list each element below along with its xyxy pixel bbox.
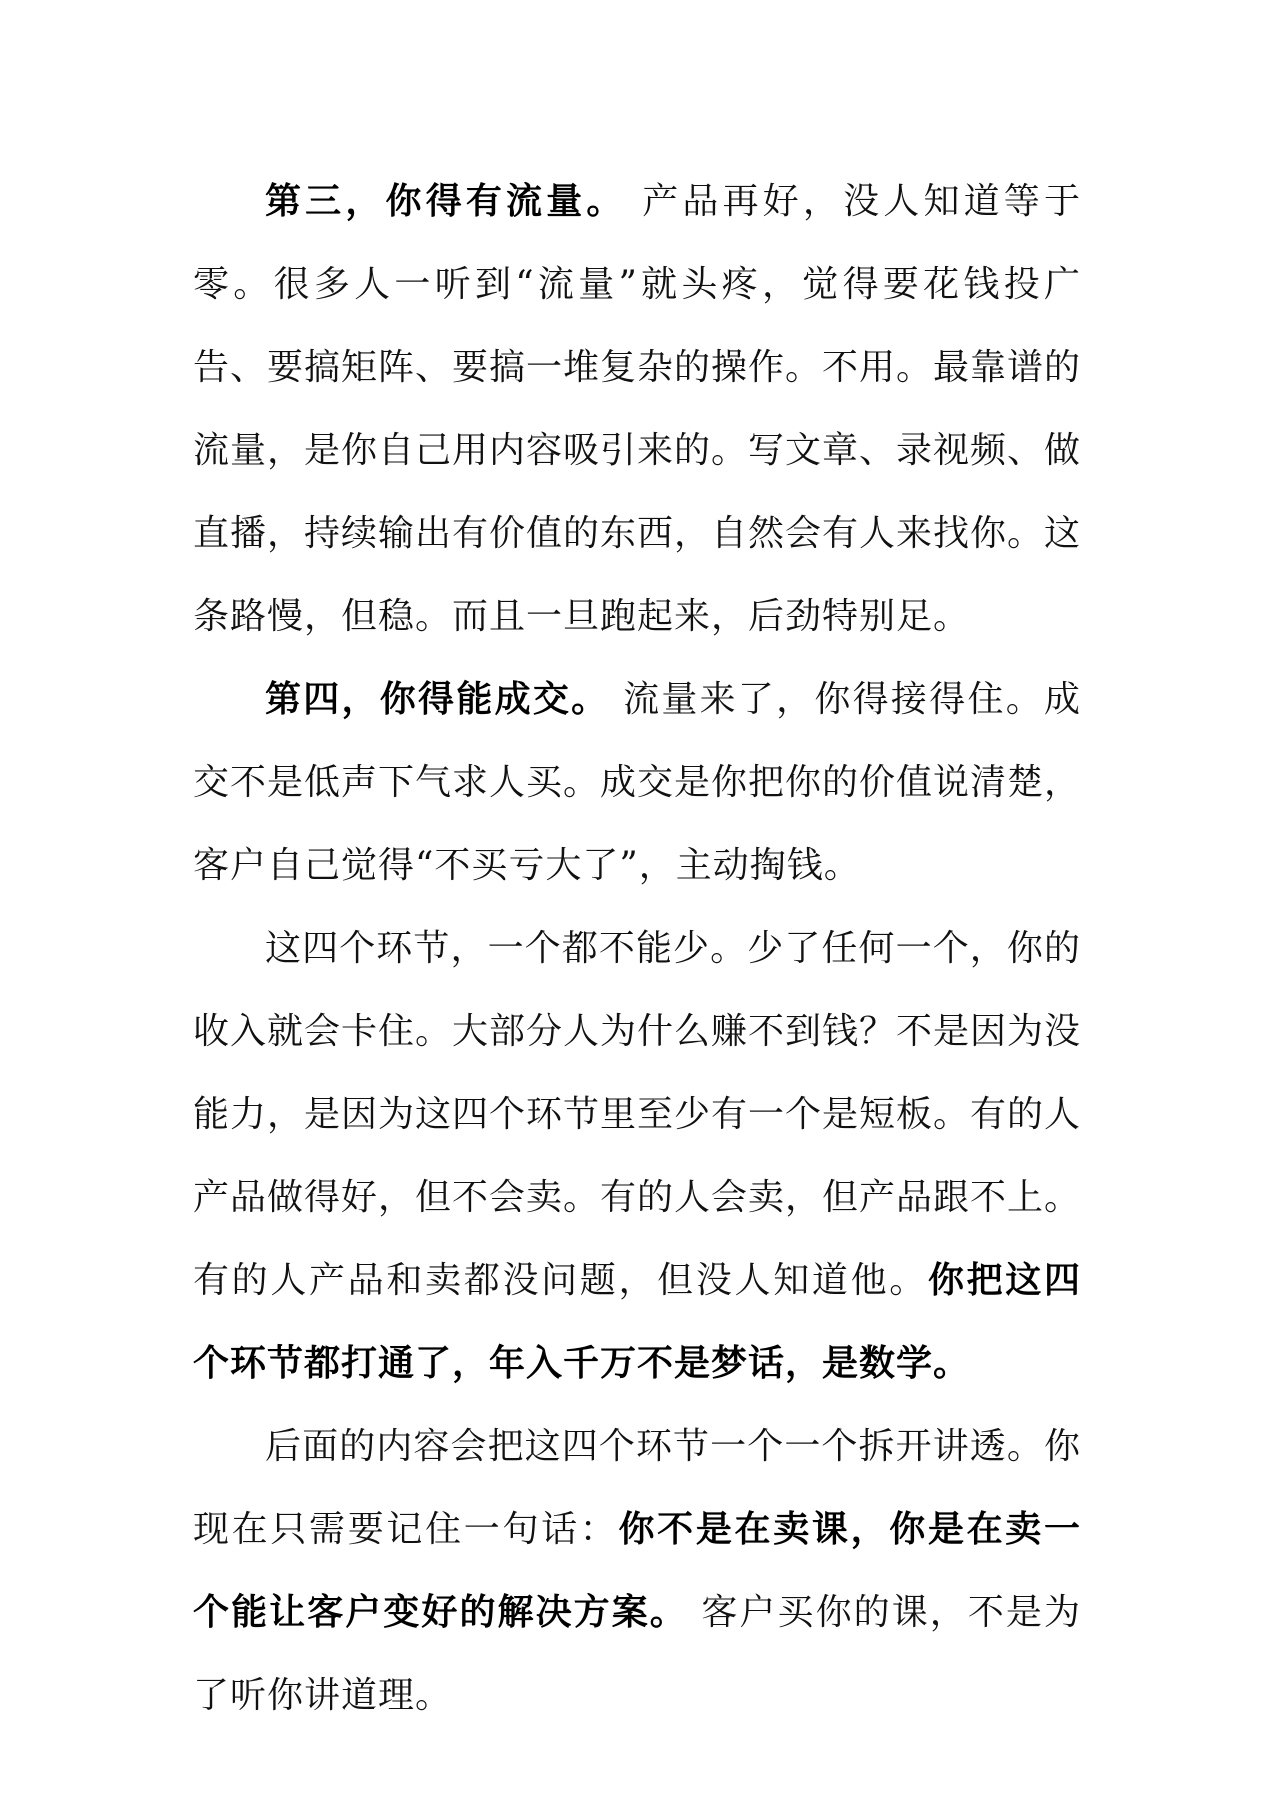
paragraph-four-links xyxy=(193,907,1081,1405)
paragraph-closing-deal xyxy=(193,658,1081,907)
paragraph-remember-text: 后面的内容会把这四个环节一个一个拆开讲透。你现在只需要记住一句话： xyxy=(193,1426,1081,1550)
heading-traffic: 第三，你得有流量。 xyxy=(265,181,627,222)
paragraph-traffic xyxy=(193,160,1081,658)
document-body xyxy=(193,160,1081,1737)
paragraph-traffic-text: 产品再好，没人知道等于零。很多人一听到“流量”就头疼，觉得要花钱投广告、要搞矩阵、要搞一堆复杂的操作。不用。最靠谱的流量，是你自己用内容吸引来的。写文章、录视频、做直播，持续输出有价值的东西，自然会有人来找你。这条路慢，但稳。而且一旦跑起来，后劲特别足。 xyxy=(193,181,1082,637)
paragraph-remember-emphasis: 你不是在卖课，你是在卖一个能让客户变好的解决方案。 xyxy=(193,1509,1081,1633)
heading-closing-deal: 第四，你得能成交。 xyxy=(265,679,610,720)
paragraph-four-links-text: 这四个环节，一个都不能少。少了任何一个，你的收入就会卡住。大部分人为什么赚不到钱？不是因为没能力，是因为这四个环节里至少有一个是短板。有的人产品做得好，但不会卖。有的人会卖，但产品跟不上。有的人产品和卖都没问题，但没人知道他。 xyxy=(193,928,1082,1301)
paragraph-closing-deal-text: 流量来了，你得接得住。成交不是低声下气求人买。成交是你把你的价值说清楚，客户自己觉得“不买亏大了”，主动掏钱。 xyxy=(193,679,1082,886)
paragraph-four-links-emphasis: 你把这四个环节都打通了，年入千万不是梦话，是数学。 xyxy=(193,1260,1081,1384)
paragraph-remember xyxy=(193,1405,1081,1737)
paragraph-remember-text-after: 客户买你的课，不是为了听你讲道理。 xyxy=(193,1592,1081,1716)
